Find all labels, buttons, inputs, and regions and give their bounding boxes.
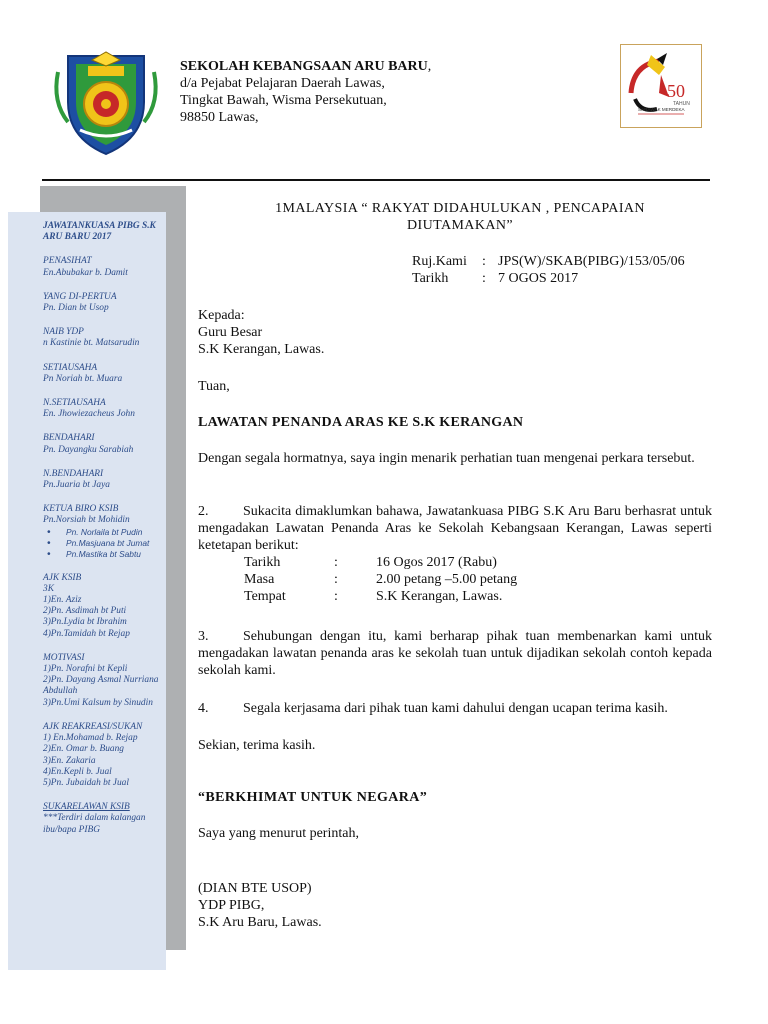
jubilee-text: SARAWAK MERDEKA: [638, 107, 685, 112]
member-name: Pn.Norsiah bt Mohidin: [43, 515, 130, 526]
committee-section-motivasi: [43, 653, 163, 709]
list-item: • Pn.Mastika bt Sabtu: [43, 549, 163, 560]
member-name: 1) En.Mohamad b. Rejap: [43, 733, 138, 744]
member-name: 2)Pn. Dayang Asmal Nurriana Abdullah: [43, 675, 159, 697]
salutation: Tuan,: [198, 379, 230, 394]
closing-line: Sekian, terima kasih.: [198, 738, 316, 753]
member-name: 4)Pn.Tamidah bt Rejap: [43, 628, 130, 639]
detail-row-date: [198, 554, 712, 571]
committee-section: [43, 292, 163, 314]
sign-off: Saya yang menurut perintah,: [198, 826, 359, 841]
committee-section: [43, 256, 163, 278]
jubilee-number: 50: [667, 81, 685, 101]
recipient-line: Kepada:: [198, 308, 245, 323]
member-name: 3)Pn.Lydia bt Ibrahim: [43, 617, 127, 628]
paragraph-text: Segala kerjasama dari pihak tuan kami dahului dengan ucapan terima kasih.: [243, 701, 668, 716]
colon: :: [482, 254, 486, 269]
member-name: n Kastinie bt. Matsarudin: [43, 338, 140, 349]
section-heading: YANG DI-PERTUA: [43, 291, 117, 302]
member-name: Pn Noriah bt. Muara: [43, 373, 123, 384]
recipient-block: [198, 307, 324, 358]
paragraph-number: 4.: [198, 701, 209, 716]
committee-list: [43, 221, 163, 849]
committee-section: [43, 433, 163, 455]
address-line-2: Tingkat Bawah, Wisma Persekutuan,: [180, 93, 387, 108]
recipient-line: Guru Besar: [198, 325, 263, 340]
school-address-block: [180, 58, 431, 126]
detail-label: Masa: [244, 572, 275, 587]
committee-section-rekreasi: [43, 722, 163, 789]
reference-block: [412, 253, 685, 287]
reference-label: Ruj.Kami: [412, 254, 467, 269]
section-heading: NAIB YDP: [43, 327, 84, 338]
detail-row-place: [198, 588, 712, 605]
paragraph-3: [198, 628, 712, 679]
sarawak-50-merdeka-logo: [620, 44, 702, 128]
member-name: 2)Pn. Asdimah bt Puti: [43, 606, 127, 617]
member-name: 4)En.Kepli b. Jual: [43, 766, 112, 777]
section-heading: KETUA BIRO KSIB: [43, 504, 119, 515]
paragraph-number: 2.: [198, 504, 209, 519]
committee-section: [43, 363, 163, 385]
signatory-org: S.K Aru Baru, Lawas.: [198, 915, 322, 930]
committee-section-ketua-biro: [43, 504, 163, 559]
reference-value: JPS(W)/SKAB(PIBG)/153/05/06: [498, 254, 685, 269]
committee-section: [43, 398, 163, 420]
section-heading: SUKARELAWAN KSIB: [43, 802, 130, 813]
date-label: Tarikh: [412, 271, 449, 286]
committee-section: [43, 327, 163, 349]
committee-title: JAWATANKUASA PIBG S.K ARU BARU 2017: [43, 221, 156, 243]
paragraph-text: Sukacita dimaklumkan bahawa, Jawatankuasa PIBG S.K Aru Baru berhasrat untuk mengadakan Lawatan Penanda Aras ke Sekolah Kebangsaan Kerangan, Lawas seperti ketetapan berikut:: [198, 504, 712, 553]
member-name: Pn. Dian bt Usop: [43, 303, 109, 314]
member-name: 3)Pn.Umi Kalsum by Sinudin: [43, 697, 153, 708]
section-heading: AJK KSIB: [43, 572, 82, 583]
school-crest-logo: [46, 42, 166, 160]
section-heading: N.SETIAUSAHA: [43, 398, 106, 409]
slogan-heading: 1MALAYSIA “ RAKYAT DIDAHULUKAN , PENCAPAIAN DIUTAMAKAN”: [275, 201, 645, 233]
list-item: • Pn. Norlaila bt Pudin: [43, 527, 163, 538]
paragraph-1: Dengan segala hormatnya, saya ingin menarik perhatian tuan mengenai perkara tersebut.: [198, 451, 695, 466]
list-item: • Pn.Masjuana bt Jumat: [43, 538, 163, 549]
section-heading: MOTIVASI: [43, 652, 85, 663]
member-name: 2)En. Omar b. Buang: [43, 744, 124, 755]
colon: :: [334, 555, 338, 570]
member-bullet-list: [43, 527, 163, 560]
date-row: [412, 270, 685, 287]
letter-subject: LAWATAN PENANDA ARAS KE S.K KERANGAN: [198, 415, 524, 430]
date-value: 7 OGOS 2017: [498, 271, 579, 286]
recipient-line: S.K Kerangan, Lawas.: [198, 342, 325, 357]
detail-value: S.K Kerangan, Lawas.: [376, 589, 503, 604]
colon: :: [334, 589, 338, 604]
member-name: En.Abubakar b. Damit: [43, 267, 128, 278]
paragraph-4: [198, 700, 712, 717]
member-name: 1)Pn. Norafni bt Kepli: [43, 664, 128, 675]
committee-section: [43, 469, 163, 491]
signatory-name: (DIAN BTE USOP): [198, 881, 312, 896]
committee-section-sukarelawan: [43, 802, 163, 836]
address-line-3: 98850 Lawas,: [180, 110, 259, 125]
member-name: Pn.Juaria bt Jaya: [43, 480, 110, 491]
paragraph-text: Sehubungan dengan itu, kami berharap pihak tuan membenarkan kami untuk mengadakan lawatan penanda aras ke sekolah tuan untuk dijadikan sekolah contoh kepada sekolah kami.: [198, 629, 712, 678]
section-heading: BENDAHARI: [43, 433, 95, 444]
jubilee-caption: TAHUN: [673, 101, 690, 107]
member-name: ***Terdiri dalam kalangan ibu/bapa PIBG: [43, 813, 146, 835]
address-line-1: d/a Pejabat Pelajaran Daerah Lawas,: [180, 76, 385, 91]
section-heading: SETIAUSAHA: [43, 362, 98, 373]
detail-row-time: [198, 571, 712, 588]
member-name: 5)Pn. Jubaidah bt Jual: [43, 777, 129, 788]
member-name: En. Jhowiezacheus John: [43, 409, 135, 420]
member-name: 3K: [43, 583, 54, 594]
detail-label: Tarikh: [244, 555, 281, 570]
committee-section-ajk-ksib: [43, 573, 163, 640]
member-name: 3)En. Zakaria: [43, 755, 96, 766]
paragraph-number: 3.: [198, 629, 209, 644]
member-name: 1)En. Aziz: [43, 595, 82, 606]
reference-row: [412, 253, 685, 270]
detail-value: 2.00 petang –5.00 petang: [376, 572, 518, 587]
school-name-suffix: ,: [427, 59, 432, 74]
section-heading: PENASIHAT: [43, 256, 92, 267]
signatory-block: [198, 880, 322, 931]
detail-label: Tempat: [244, 589, 286, 604]
colon: :: [334, 572, 338, 587]
member-name: Pn. Dayangku Sarabiah: [43, 444, 134, 455]
detail-value: 16 Ogos 2017 (Rabu): [376, 555, 497, 570]
colon: :: [482, 271, 486, 286]
section-heading: AJK REAKREASI/SUKAN: [43, 721, 143, 732]
paragraph-2: [198, 503, 712, 605]
school-name: SEKOLAH KEBANGSAAN ARU BARU: [180, 59, 428, 74]
motto: “BERKHIMAT UNTUK NEGARA”: [198, 790, 428, 805]
section-heading: N.BENDAHARI: [43, 468, 104, 479]
signatory-title: YDP PIBG,: [198, 898, 265, 913]
header-divider: [42, 179, 710, 181]
